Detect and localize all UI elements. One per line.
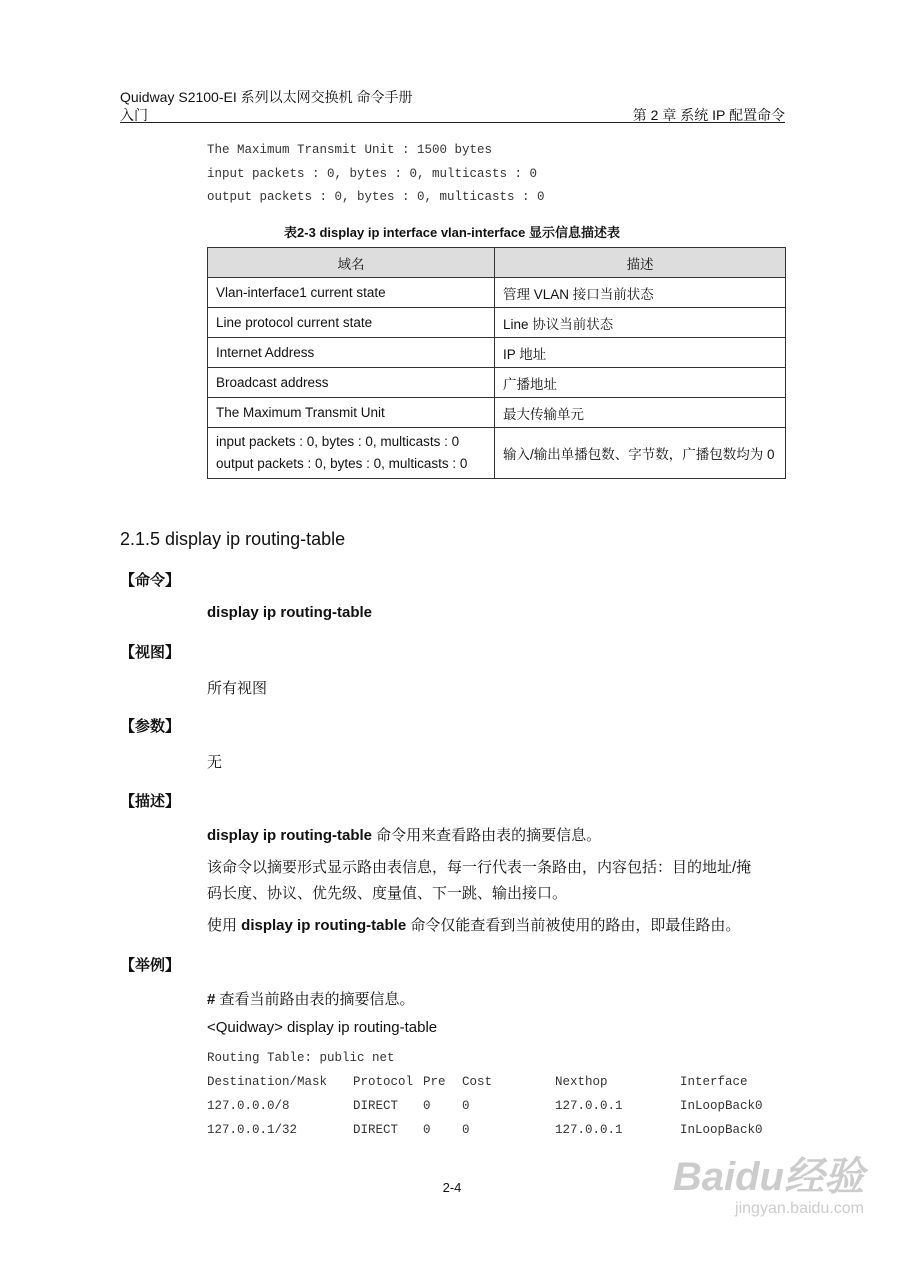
field-cell: Internet Address — [208, 338, 495, 368]
table-row — [208, 398, 786, 428]
header-rule — [120, 122, 785, 123]
desc-text: 使用 — [207, 917, 242, 934]
comment-text: 查看当前路由表的摘要信息。 — [215, 991, 415, 1008]
param-tag: 【参数】 — [120, 718, 181, 735]
code-line: The Maximum Transmit Unit : 1500 bytes — [207, 143, 493, 157]
field-cell: The Maximum Transmit Unit — [208, 398, 495, 428]
doc-title: Quidway S2100-EI 系列以太网交换机 命令手册 — [120, 89, 413, 105]
command-tag: 【命令】 — [120, 572, 181, 589]
routing-cell: 127.0.0.0/8 — [207, 1099, 290, 1113]
routing-header: Protocol — [353, 1075, 414, 1089]
example-tag: 【举例】 — [120, 957, 181, 974]
view-tag: 【视图】 — [120, 644, 181, 661]
routing-header: Pre — [423, 1075, 446, 1089]
desc-paragraph-2b: 码长度、协议、优先级、度量值、下一跳、输出接口。 — [207, 885, 568, 902]
routing-cell: 127.0.0.1/32 — [207, 1123, 298, 1137]
doc-subtitle: 入门 — [120, 107, 148, 123]
param-text: 无 — [207, 754, 223, 771]
desc-cell: IP 地址 — [495, 338, 786, 368]
table-row — [208, 428, 786, 479]
inline-command: display ip routing-table — [207, 827, 373, 844]
routing-header: Cost — [462, 1075, 493, 1089]
watermark-logo: Baidu经验 — [672, 1155, 864, 1199]
table-row — [208, 308, 786, 338]
view-text: 所有视图 — [207, 680, 268, 697]
desc-paragraph-3 — [207, 914, 740, 935]
desc-text: 命令用来查看路由表的摘要信息。 — [372, 827, 602, 844]
routing-cell: 127.0.0.1 — [555, 1099, 623, 1113]
page-number: 2-4 — [442, 1180, 462, 1195]
command-text: display ip routing-table — [207, 604, 373, 621]
desc-tag: 【描述】 — [120, 793, 181, 810]
field-line: input packets : 0, bytes : 0, multicasts : 0 — [216, 434, 460, 449]
description-table — [207, 247, 786, 479]
desc-text: 命令仅能查看到当前被使用的路由，即最佳路由。 — [406, 917, 741, 934]
table-row — [208, 278, 786, 308]
example-prompt: <Quidway> display ip routing-table — [207, 1019, 438, 1036]
field-cell: Vlan-interface1 current state — [208, 278, 495, 308]
table-row — [208, 338, 786, 368]
desc-paragraph-1 — [207, 824, 601, 845]
field-cell: Broadcast address — [208, 368, 495, 398]
watermark-url: jingyan.baidu.com — [735, 1200, 864, 1217]
desc-cell: 输入/输出单播包数、字节数，广播包数均为 0 — [495, 428, 786, 479]
routing-cell: DIRECT — [353, 1123, 399, 1137]
table-header-row — [208, 248, 786, 278]
desc-cell: Line 协议当前状态 — [495, 308, 786, 338]
desc-paragraph-2a: 该命令以摘要形式显示路由表信息，每一行代表一条路由，内容包括：目的地址/掩 — [207, 859, 752, 876]
table-row — [208, 368, 786, 398]
code-line: output packets : 0, bytes : 0, multicasts : 0 — [207, 190, 545, 204]
routing-title: Routing Table: public net — [207, 1051, 395, 1065]
example-comment — [207, 988, 415, 1009]
desc-cell: 最大传输单元 — [495, 398, 786, 428]
routing-header: Interface — [680, 1075, 748, 1089]
caption-prefix: 表2-3 — [284, 225, 316, 240]
routing-cell: DIRECT — [353, 1099, 399, 1113]
code-line: input packets : 0, bytes : 0, multicasts : 0 — [207, 167, 538, 181]
caption-text: display ip interface vlan-interface 显示信息描述表 — [315, 225, 620, 240]
routing-cell: 127.0.0.1 — [555, 1123, 623, 1137]
routing-cell: InLoopBack0 — [680, 1123, 763, 1137]
table-caption — [0, 222, 904, 241]
routing-cell: 0 — [462, 1123, 470, 1137]
routing-header: Nexthop — [555, 1075, 608, 1089]
hash: # — [207, 991, 216, 1008]
field-cell — [208, 428, 495, 479]
column-header: 域名 — [208, 248, 495, 278]
field-line: output packets : 0, bytes : 0, multicasts : 0 — [216, 456, 468, 471]
routing-cell: 0 — [423, 1099, 431, 1113]
chapter-title: 第 2 章 系统 IP 配置命令 — [632, 107, 785, 123]
column-header: 描述 — [495, 248, 786, 278]
desc-cell: 广播地址 — [495, 368, 786, 398]
desc-cell: 管理 VLAN 接口当前状态 — [495, 278, 786, 308]
section-heading: 2.1.5 display ip routing-table — [120, 529, 346, 549]
field-cell: Line protocol current state — [208, 308, 495, 338]
routing-cell: InLoopBack0 — [680, 1099, 763, 1113]
routing-cell: 0 — [423, 1123, 431, 1137]
routing-header: Destination/Mask — [207, 1075, 328, 1089]
routing-cell: 0 — [462, 1099, 470, 1113]
inline-command: display ip routing-table — [241, 917, 407, 934]
